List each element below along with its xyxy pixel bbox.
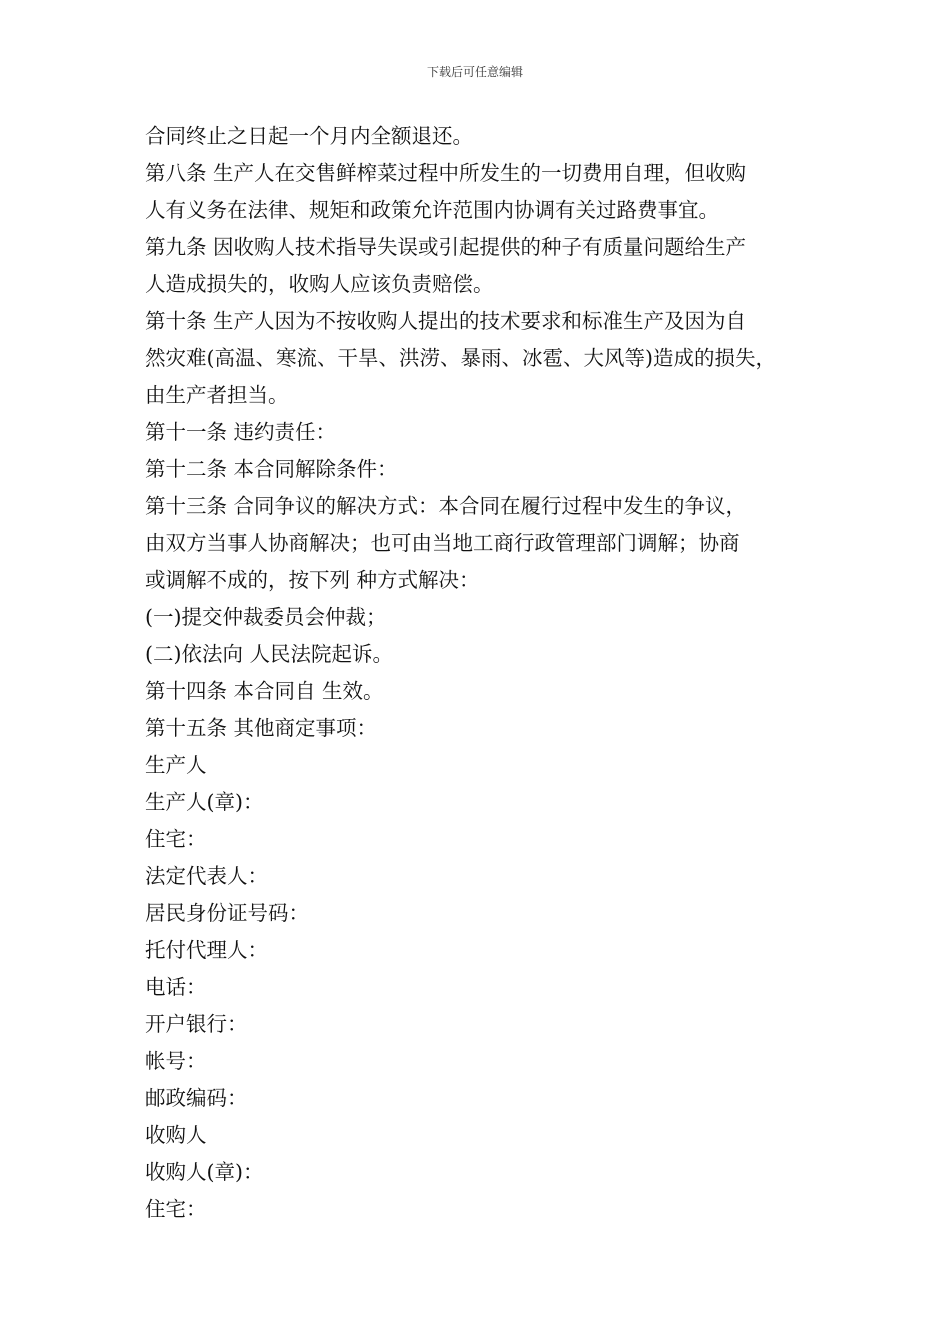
text-line: 第九条 因收购人技术指导失误或引起提供的种子有质量问题给生产 xyxy=(145,235,747,259)
text-line: 人有义务在法律、规矩和政策允许范围内协调有关过路费事宜。 xyxy=(145,198,719,222)
text-line: 第八条 生产人在交售鲜榨菜过程中所发生的一切费用自理，但收购 xyxy=(145,161,747,185)
text-line: 然灾难(高温、寒流、干旱、洪涝、暴雨、冰雹、大风等)造成的损失， xyxy=(145,346,776,370)
text-line: 第十条 生产人因为不按收购人提出的技术要求和标准生产及因为自 xyxy=(145,309,747,333)
text-line: (二)依法向 人民法院起诉。 xyxy=(145,642,394,666)
page-header: 下载后可任意编辑 xyxy=(426,65,523,79)
text-line: 收购人 xyxy=(145,1123,207,1147)
text-line: 生产人 xyxy=(145,753,207,777)
text-line: 第十五条 其他商定事项： xyxy=(145,716,378,740)
text-line: 帐号： xyxy=(145,1049,207,1073)
text-line: 生产人(章)： xyxy=(145,790,264,814)
text-line: 第十一条 违约责任： xyxy=(145,420,337,444)
document-body xyxy=(145,118,825,1228)
text-line: 电话： xyxy=(145,975,207,999)
text-line: 合同终止之日起一个月内全额退还。 xyxy=(145,124,473,148)
text-line: (一)提交仲裁委员会仲裁； xyxy=(145,605,387,629)
text-line: 第十三条 合同争议的解决方式：本合同在履行过程中发生的争议， xyxy=(145,494,747,518)
text-line: 居民身份证号码： xyxy=(145,901,309,925)
text-line: 托付代理人： xyxy=(145,938,268,962)
text-line: 邮政编码： xyxy=(145,1086,248,1110)
text-line: 法定代表人： xyxy=(145,864,268,888)
text-line: 住宅： xyxy=(145,1197,207,1221)
text-line: 收购人(章)： xyxy=(145,1160,264,1184)
text-line: 由双方当事人协商解决；也可由当地工商行政管理部门调解；协商 xyxy=(145,531,740,555)
text-line: 第十二条 本合同解除条件： xyxy=(145,457,398,481)
text-line: 由生产者担当。 xyxy=(145,383,289,407)
text-line: 或调解不成的，按下列 种方式解决： xyxy=(145,568,480,592)
text-line: 住宅： xyxy=(145,827,207,851)
text-line: 人造成损失的，收购人应该负责赔偿。 xyxy=(145,272,494,296)
text-line: 开户银行： xyxy=(145,1012,248,1036)
text-line: 第十四条 本合同自 生效。 xyxy=(145,679,384,703)
